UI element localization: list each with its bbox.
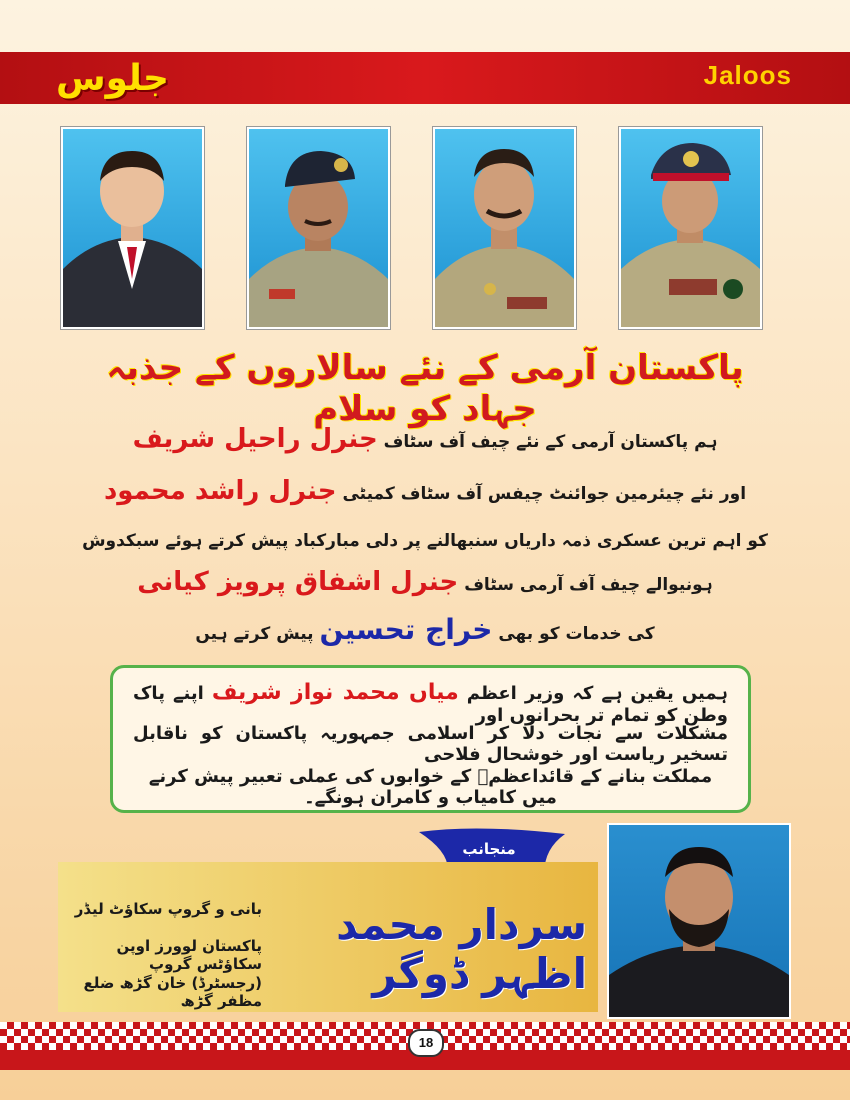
box-line-3: مملکت بنانے کے قائداعظمؒ کے خوابوں کی عملی تعبیر پیش کرنے میں کامیاب و کامران ہونگے۔ <box>148 766 713 808</box>
box-line-1 <box>133 680 728 726</box>
sponsor-role-2: پاکستان لوورز اوپن سکاؤٹس گروپ <box>116 937 262 973</box>
body-line-2 <box>60 476 790 506</box>
name-ashfaq-kayani: جنرل اشفاق پرویز کیانی <box>137 567 459 597</box>
body-line-3: کو اہم ترین عسکری ذمہ داریاں سنبھالنے پر دلی مبارکباد پیش کرتے ہوئے سبکدوش <box>82 531 768 551</box>
portrait-sponsor-icon <box>609 825 789 1017</box>
box-line-2: مشکلات سے نجات دلا کر اسلامی جمہوریہ پاکستان کو ناقابل تسخیر ریاست اور خوشحال فلاحی <box>133 723 728 765</box>
sponsor-name: سردار محمد اظہر ڈوگر <box>336 900 587 998</box>
name-rashad-mehmood: جنرل راشد محمود <box>103 476 337 506</box>
photo-prime-minister <box>61 127 204 329</box>
body-line-4 <box>60 567 790 597</box>
message-box <box>110 665 751 813</box>
flag-text: منجانب <box>462 840 516 858</box>
box-text: ہمیں یقین ہے کہ وزیر اعظم <box>466 683 728 704</box>
portrait-suit-icon <box>63 129 202 327</box>
photo-general-beret <box>247 127 390 329</box>
sponsor-role-3: (رجسٹرڈ) خان گڑھ ضلع مظفر گڑھ <box>83 974 262 1010</box>
tribute-phrase: خراج تحسین <box>319 613 493 646</box>
photo-general-raheel <box>433 127 576 329</box>
portrait-general-cap-icon <box>621 129 760 327</box>
name-nawaz-sharif: میاں محمد نواز شریف <box>211 680 459 705</box>
body-text: ہم پاکستان آرمی کے نئے چیف آف سٹاف <box>383 432 718 452</box>
body-text: اور نئے چیئرمین جوائنٹ چیفس آف سٹاف کمیٹی <box>342 484 747 504</box>
body-line-5 <box>60 613 790 646</box>
page-number: 18 <box>408 1029 444 1057</box>
sponsor-photo <box>607 823 791 1019</box>
body-text: پیش کرتے ہیں <box>195 624 314 644</box>
portrait-general-icon <box>435 129 574 327</box>
name-raheel-sharif: جنرل راحیل شریف <box>132 424 378 454</box>
body-line-1 <box>60 424 790 454</box>
box-text: اپنے پاک وطن کو تمام تر بحرانوں اور <box>133 683 728 726</box>
sponsor-role-1: بانی و گروپ سکاؤٹ لیڈر <box>74 900 262 918</box>
portrait-officer-beret-icon <box>249 129 388 327</box>
magazine-logo-urdu: جلوس <box>56 58 169 99</box>
body-text: کی خدمات کو بھی <box>498 624 655 644</box>
headline: پاکستان آرمی کے نئے سالاروں کے جذبہ جہاد کو سلام <box>106 348 744 429</box>
body-text: ہونیوالے چیف آف آرمی سٹاف <box>464 575 713 595</box>
photo-general-kayani <box>619 127 762 329</box>
magazine-logo-english: Jaloos <box>703 60 792 90</box>
